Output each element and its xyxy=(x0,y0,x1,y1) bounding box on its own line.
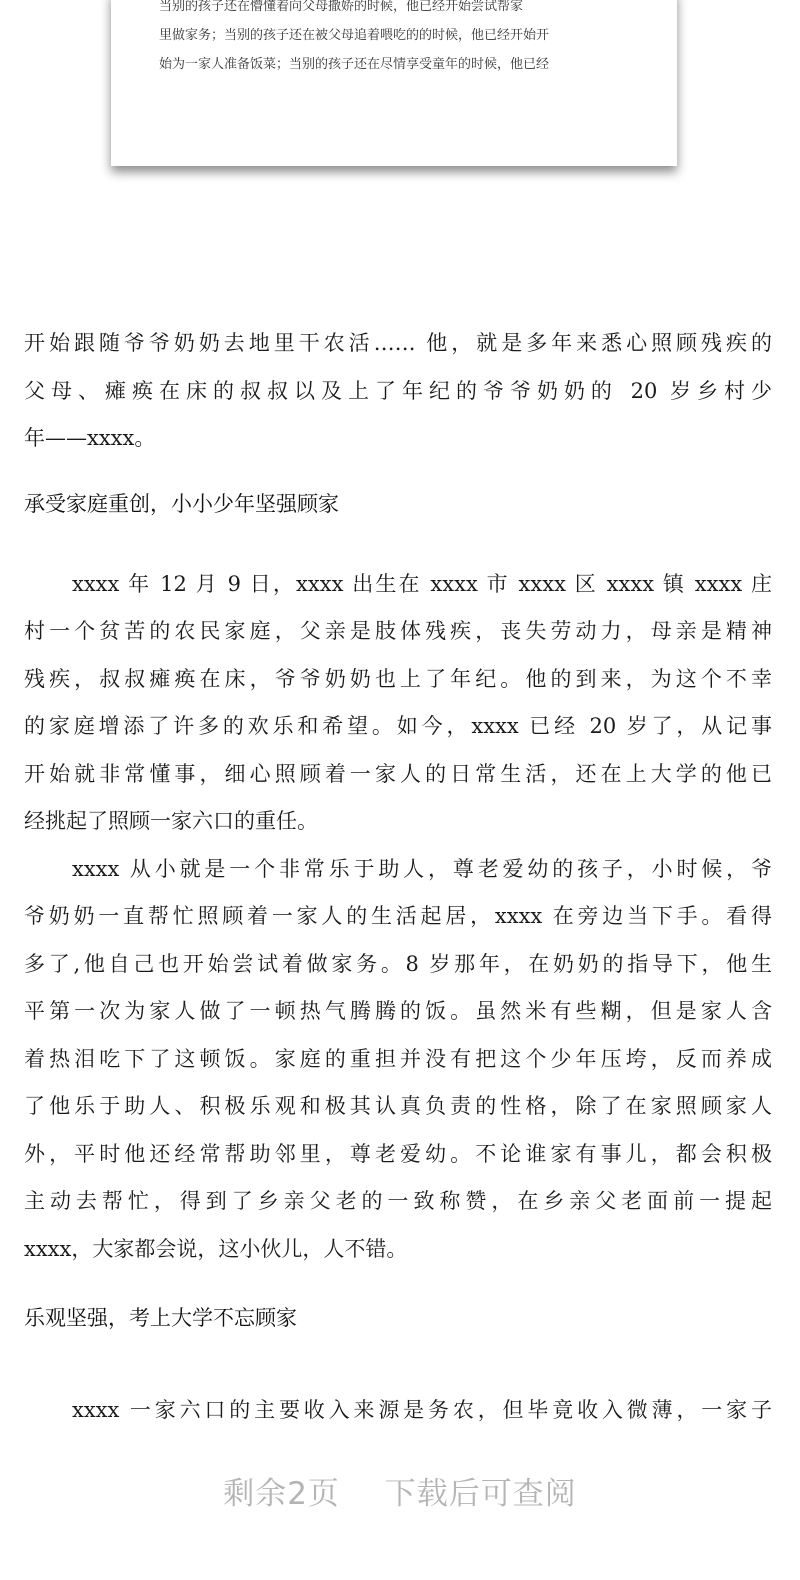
section-heading-1: 承受家庭重创，小小少年坚强顾家 xyxy=(24,491,339,516)
text-line: 爷奶奶一直帮忙照顾着一家人的生活起居，xxxx 在旁边当下手。看得 xyxy=(24,904,772,928)
download-prompt[interactable] xyxy=(0,1468,800,1513)
preview-page-card xyxy=(111,0,677,166)
document-body xyxy=(24,320,772,1435)
section2-paragraph-1 xyxy=(24,1387,772,1435)
text-line: 开始跟随爷爷奶奶去地里干农活…… 他，就是多年来悉心照顾残疾的 xyxy=(24,331,772,355)
preview-line: 始为一家人准备饭菜；当别的孩子还在尽情享受童年的时候，他已经 xyxy=(159,57,550,72)
preview-text xyxy=(159,0,633,79)
remaining-pages-label: 剩余2页 xyxy=(223,1476,340,1512)
intro-paragraph xyxy=(24,320,772,463)
text-line: 父母、瘫痪在床的叔叔以及上了年纪的爷爷奶奶的 20 岁乡村少 xyxy=(24,378,772,403)
text-line: 年——xxxx。 xyxy=(24,426,156,450)
section-heading-2: 乐观坚强，考上大学不忘顾家 xyxy=(24,1306,297,1330)
text-line: 残疾，叔叔瘫痪在床，爷爷奶奶也上了年纪。他的到来，为这个不幸 xyxy=(24,666,772,691)
text-line: xxxx 年 12 月 9 日，xxxx 出生在 xxxx 市 xxxx 区 xxxx 镇 xxxx 庄 xyxy=(72,571,772,596)
text-line: 的家庭增添了许多的欢乐和希望。如今，xxxx 已经 20 岁了，从记事 xyxy=(24,714,772,738)
text-line: 了他乐于助人、积极乐观和极其认真负责的性格，除了在家照顾家人 xyxy=(24,1094,772,1118)
text-line: 平第一次为家人做了一顿热气腾腾的饭。虽然米有些糊，但是家人含 xyxy=(24,999,772,1023)
preview-line: 里做家务；当别的孩子还在被父母追着喂吃的的时候，他已经开始开 xyxy=(159,28,550,43)
text-line: 多了,他自己也开始尝试着做家务。8 岁那年，在奶奶的指导下，他生 xyxy=(24,951,772,976)
text-line: 主动去帮忙，得到了乡亲父老的一致称赞，在乡亲父老面前一提起 xyxy=(24,1189,772,1213)
text-line: 开始就非常懂事，细心照顾着一家人的日常生活，还在上大学的他已 xyxy=(24,761,772,786)
text-line: 着热泪吃下了这顿饭。家庭的重担并没有把这个少年压垮，反而养成 xyxy=(24,1046,772,1071)
text-line: 外，平时他还经常帮助邻里，尊老爱幼。不论谁家有事儿，都会积极 xyxy=(24,1141,772,1166)
preview-line: 当别的孩子还在懵懂着向父母撒娇的时候，他已经开始尝试帮家 xyxy=(159,0,524,14)
download-to-read-label[interactable]: 下载后可查阅 xyxy=(384,1476,577,1512)
text-line: xxxx，大家都会说，这小伙儿，人不错。 xyxy=(24,1236,408,1261)
text-line: xxxx 一家六口的主要收入来源是务农，但毕竟收入微薄，一家子 xyxy=(72,1398,772,1422)
text-line: xxxx 从小就是一个非常乐于助人，尊老爱幼的孩子，小时候，爷 xyxy=(72,856,772,881)
text-line: 经挑起了照顾一家六口的重任。 xyxy=(24,809,318,833)
section1-paragraph-2 xyxy=(24,846,772,1274)
section1-paragraph-1 xyxy=(24,561,772,846)
text-line: 村一个贫苦的农民家庭，父亲是肢体残疾，丧失劳动力，母亲是精神 xyxy=(24,619,772,643)
